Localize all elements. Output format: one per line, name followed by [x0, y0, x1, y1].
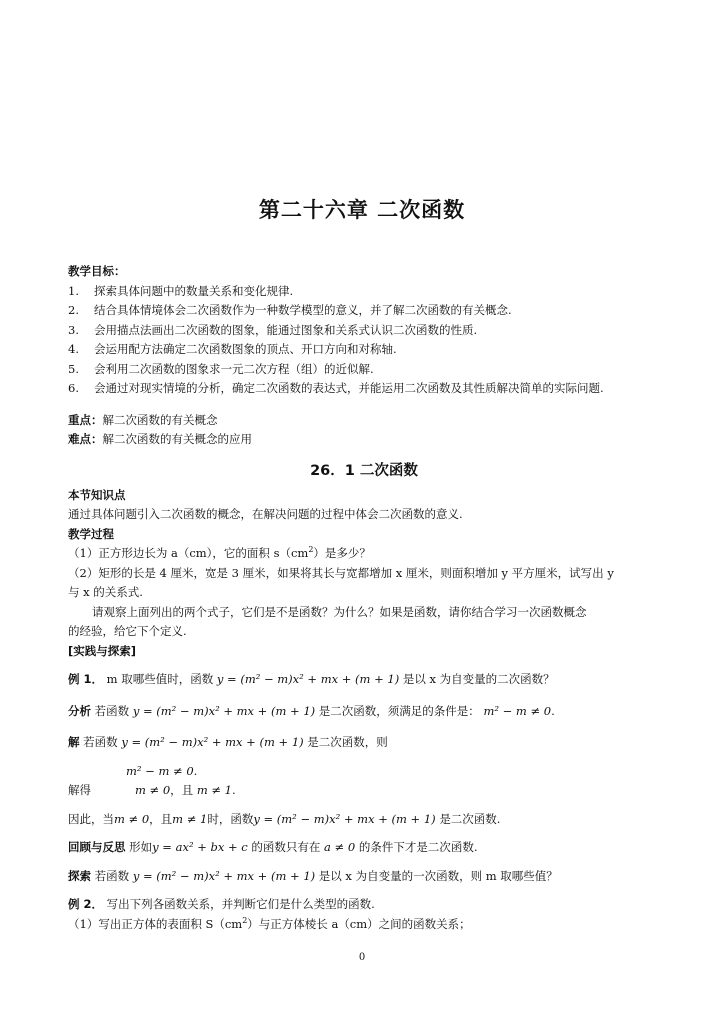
- analysis: 分析 若函数 y = (m² − m)x² + mx + (m + 1) 是二次函数，须满足的条件是： m² − m ≠ 0.: [68, 703, 555, 718]
- page-number: 0: [358, 952, 366, 963]
- objective-item: 1. 探索具体问题中的数量关系和变化规律.: [68, 283, 294, 298]
- example-1: 例 1． m 取哪些值时，函数 y = (m² − m)x² + mx + (m + 1) 是以 x 为自变量的二次函数？: [68, 672, 555, 686]
- explore: 探索 若函数 y = (m² − m)x² + mx + (m + 1) 是以 x 为自变量的一次函数，则 m 取哪些值？: [68, 868, 558, 883]
- objective-item: 3. 会用描点法画出二次函数的图象，能通过图象和关系式认识二次函数的性质.: [68, 322, 478, 337]
- objectives-heading: 教学目标：: [68, 264, 126, 278]
- objectives-list: [68, 282, 660, 399]
- objective-item: 6. 会通过对现实情境的分析，确定二次函数的表达式，并能运用二次函数及其性质解决简单的实际问题.: [68, 381, 604, 395]
- formula: y = (m² − m)x² + mx + (m + 1): [121, 735, 304, 749]
- formula: y = (m² − m)x² + mx + (m + 1): [216, 672, 400, 686]
- objective-item: 5. 会利用二次函数的图象求一元二次方程（组）的近似解.: [68, 361, 374, 376]
- question-2-line-1: （2）矩形的长是 4 厘米，宽是 3 厘米，如果将其长与宽都增加 x 厘米，则面积增加 y 平方厘米，试写出 y: [68, 565, 614, 580]
- formula: y = (m² − m)x² + mx + (m + 1): [253, 811, 436, 826]
- solution: 解 若函数 y = (m² − m)x² + mx + (m + 1) 是二次函数，则: [68, 735, 388, 749]
- question-1: （1）正方形边长为 a（cm），它的面积 $s(cm^2)$是多少？: [68, 545, 371, 560]
- formula: y = (m² − m)x² + mx + (m + 1): [132, 703, 316, 718]
- example-2-question-1: （1）写出正方体的表面积 $S(cm^2)$与正方体棱长 a（cm）之间的函数关系；: [68, 915, 471, 931]
- objective-item: 2. 结合具体情境体会二次函数作为一种数学模型的意义，并了解二次函数的有关概念.: [68, 303, 512, 317]
- knowledge-heading: 本节知识点: [68, 487, 126, 502]
- practice-heading: [实践与探索]: [68, 643, 137, 658]
- conclusion: 因此，当m ≠ 0，且m ≠ 1时，函数y = (m² − m)x² + mx + (m + 1) 是二次函数.: [68, 811, 501, 826]
- observe-line-1: 请观察上面列出的两个式子，它们是不是函数？为什么？如果是函数，请你结合学习一次函数概念: [92, 604, 587, 619]
- formula: y = (m² − m)x² + mx + (m + 1): [132, 868, 316, 883]
- chapter-title: 第二十六章 二次函数: [258, 198, 466, 222]
- key-point: 重点：解二次函数的有关概念: [68, 412, 218, 427]
- content-body: [68, 262, 660, 934]
- observe-line-2: 的经验，给它下个定义.: [68, 624, 187, 638]
- section-title: 26．1 二次函数: [310, 462, 418, 479]
- solution-step-2: 解得 m ≠ 0，且 m ≠ 1.: [68, 783, 236, 797]
- objective-item: 4. 会运用配方法确定二次函数图象的顶点、开口方向和对称轴.: [68, 342, 397, 356]
- solution-step-1: m² − m ≠ 0.: [126, 763, 198, 778]
- knowledge-text: 通过具体问题引入二次函数的概念，在解决问题的过程中体会二次函数的意义.: [68, 507, 463, 521]
- process-heading: 教学过程: [68, 526, 114, 541]
- question-2-line-2: 与 x 的关系式.: [68, 585, 143, 599]
- reflection: 回顾与反思 形如y = ax² + bx + c 的函数只有在 a ≠ 0 的条件下才是二次函数.: [68, 840, 478, 854]
- difficulty: 难点：解二次函数的有关概念的应用: [68, 432, 252, 446]
- example-2: 例 2． 写出下列各函数关系，并判断它们是什么类型的函数.: [68, 897, 375, 911]
